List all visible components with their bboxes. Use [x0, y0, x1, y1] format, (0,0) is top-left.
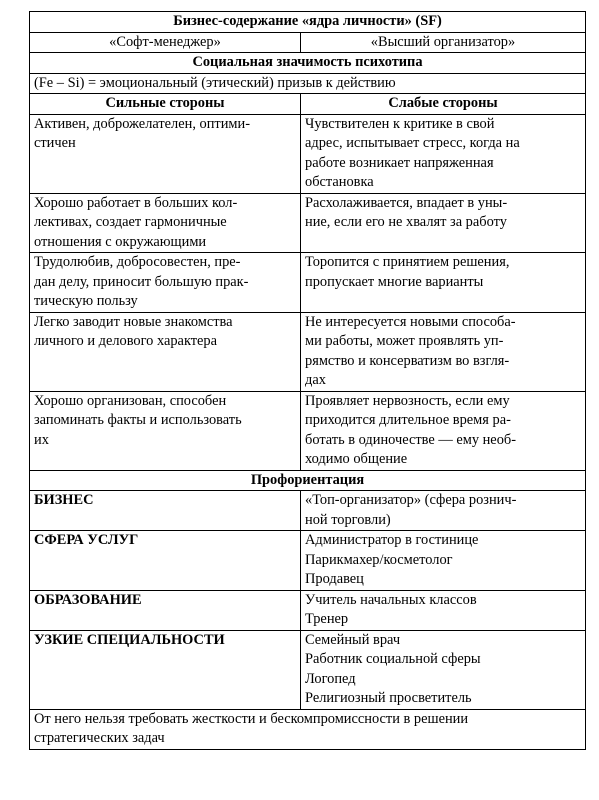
weakness-cell-line: дах [305, 372, 326, 388]
career-row [30, 491, 586, 531]
strength-cell-line: Трудолюбив, добросовестен, пре- [34, 254, 241, 270]
career-jobs [301, 491, 586, 531]
function-formula: (Fe – Si) = эмоциональный (этический) призыв к действию [30, 73, 586, 94]
weakness-cell-line: Не интересуется новыми способа- [305, 313, 516, 330]
career-jobs-line: Семейный врач [305, 631, 401, 648]
career-field: УЗКИЕ СПЕЦИАЛЬНОСТИ [30, 630, 301, 709]
weakness-cell-line: Чувствителен к критике в свой [305, 115, 495, 132]
strength-cell-line: Хорошо организован, способен [34, 392, 227, 409]
weakness-cell-line: адрес, испытывает стресс, когда на [305, 135, 520, 151]
weakness-cell [301, 391, 586, 470]
table-title: Бизнес-содержание «ядра личности» (SF) [30, 12, 586, 33]
strength-cell-line: стичен [34, 135, 76, 151]
type-name-soft-manager: «Софт-менеджер» [30, 32, 301, 53]
career-jobs [301, 590, 586, 630]
strength-cell-line: Хорошо работает в больших кол- [34, 194, 238, 211]
career-jobs-line: Продавец [305, 571, 364, 587]
strength-cell [30, 114, 301, 193]
strength-cell-line: отношения с окружающими [34, 233, 207, 250]
weakness-cell-line: Торопится с принятием решения, [305, 254, 510, 270]
career-jobs-line: Администратор в гостинице [305, 532, 479, 548]
type-name-top-organizer: «Высший организатор» [301, 32, 586, 53]
career-jobs-line: Религиозный просветитель [305, 690, 472, 706]
weakness-cell-line: Проявляет нервозность, если ему [305, 392, 510, 409]
column-header-weak: Слабые стороны [301, 94, 586, 115]
career-jobs-line: «Топ-организатор» (сфера рознич- [305, 492, 517, 508]
footer-note-line: стратегических задач [34, 730, 165, 746]
strength-cell-line: запоминать факты и использовать [34, 412, 242, 428]
weakness-cell-line: ние, если его не хвалят за работу [305, 214, 507, 230]
career-section-row [30, 470, 586, 491]
strength-cell-line: Легко заводит новые знакомства [34, 313, 233, 330]
weakness-cell-line: Расхолаживается, впадает в уны- [305, 194, 508, 211]
career-jobs [301, 531, 586, 591]
strength-cell [30, 253, 301, 313]
strength-cell-line: дан делу, приносит большую прак- [34, 273, 249, 290]
footer-note-row [30, 709, 586, 749]
career-jobs [301, 630, 586, 709]
weakness-cell [301, 114, 586, 193]
weakness-cell-line: ботать в одиночестве — ему необ- [305, 431, 517, 448]
section-social-significance: Социальная значимость психотипа [30, 53, 586, 74]
weakness-cell-line: ходимо общение [305, 451, 408, 467]
career-jobs-line: Парикмахер/косметолог [305, 551, 453, 568]
strength-cell [30, 391, 301, 470]
footer-note [30, 709, 586, 749]
career-field: ОБРАЗОВАНИЕ [30, 590, 301, 630]
weakness-cell [301, 253, 586, 313]
weakness-cell [301, 312, 586, 391]
weakness-cell-line: пропускает многие варианты [305, 273, 484, 290]
career-jobs-line: Работник социальной сферы [305, 651, 481, 667]
career-jobs-line: Тренер [305, 611, 349, 627]
strength-cell-line: тическую пользу [34, 293, 138, 309]
strength-cell-line: лективах, создает гармоничные [34, 214, 227, 230]
strength-cell [30, 312, 301, 391]
weakness-cell-line: приходится длительное время ра- [305, 412, 511, 428]
psychotype-table [29, 11, 586, 750]
trait-row [30, 312, 586, 391]
strength-cell-line: Активен, доброжелателен, оптими- [34, 115, 251, 132]
weakness-cell [301, 193, 586, 253]
weakness-cell-line: ми работы, может проявлять уп- [305, 333, 504, 349]
trait-row [30, 253, 586, 313]
psychotype-business-table-page [29, 11, 585, 750]
strength-cell-line: их [34, 431, 49, 448]
weakness-cell-line: рямство и консерватизм во взгля- [305, 352, 510, 369]
trait-row [30, 114, 586, 193]
section-career-orientation: Профориентация [30, 470, 586, 491]
career-field: СФЕРА УСЛУГ [30, 531, 301, 591]
column-header-strong: Сильные стороны [30, 94, 301, 115]
table-body [30, 12, 586, 750]
career-jobs-line: Логопед [305, 670, 356, 687]
strength-cell [30, 193, 301, 253]
career-field: БИЗНЕС [30, 491, 301, 531]
career-row [30, 590, 586, 630]
trait-row [30, 391, 586, 470]
footer-note-line: От него нельзя требовать жесткости и бескомпромиссности в решении [34, 710, 469, 727]
trait-row [30, 193, 586, 253]
career-jobs-line: ной торговли) [305, 511, 391, 528]
career-row [30, 630, 586, 709]
weakness-cell-line: работе возникает напряженная [305, 154, 494, 171]
career-jobs-line: Учитель начальных классов [305, 591, 477, 608]
weakness-cell-line: обстановка [305, 174, 374, 190]
career-row [30, 531, 586, 591]
strength-cell-line: личного и делового характера [34, 333, 218, 349]
